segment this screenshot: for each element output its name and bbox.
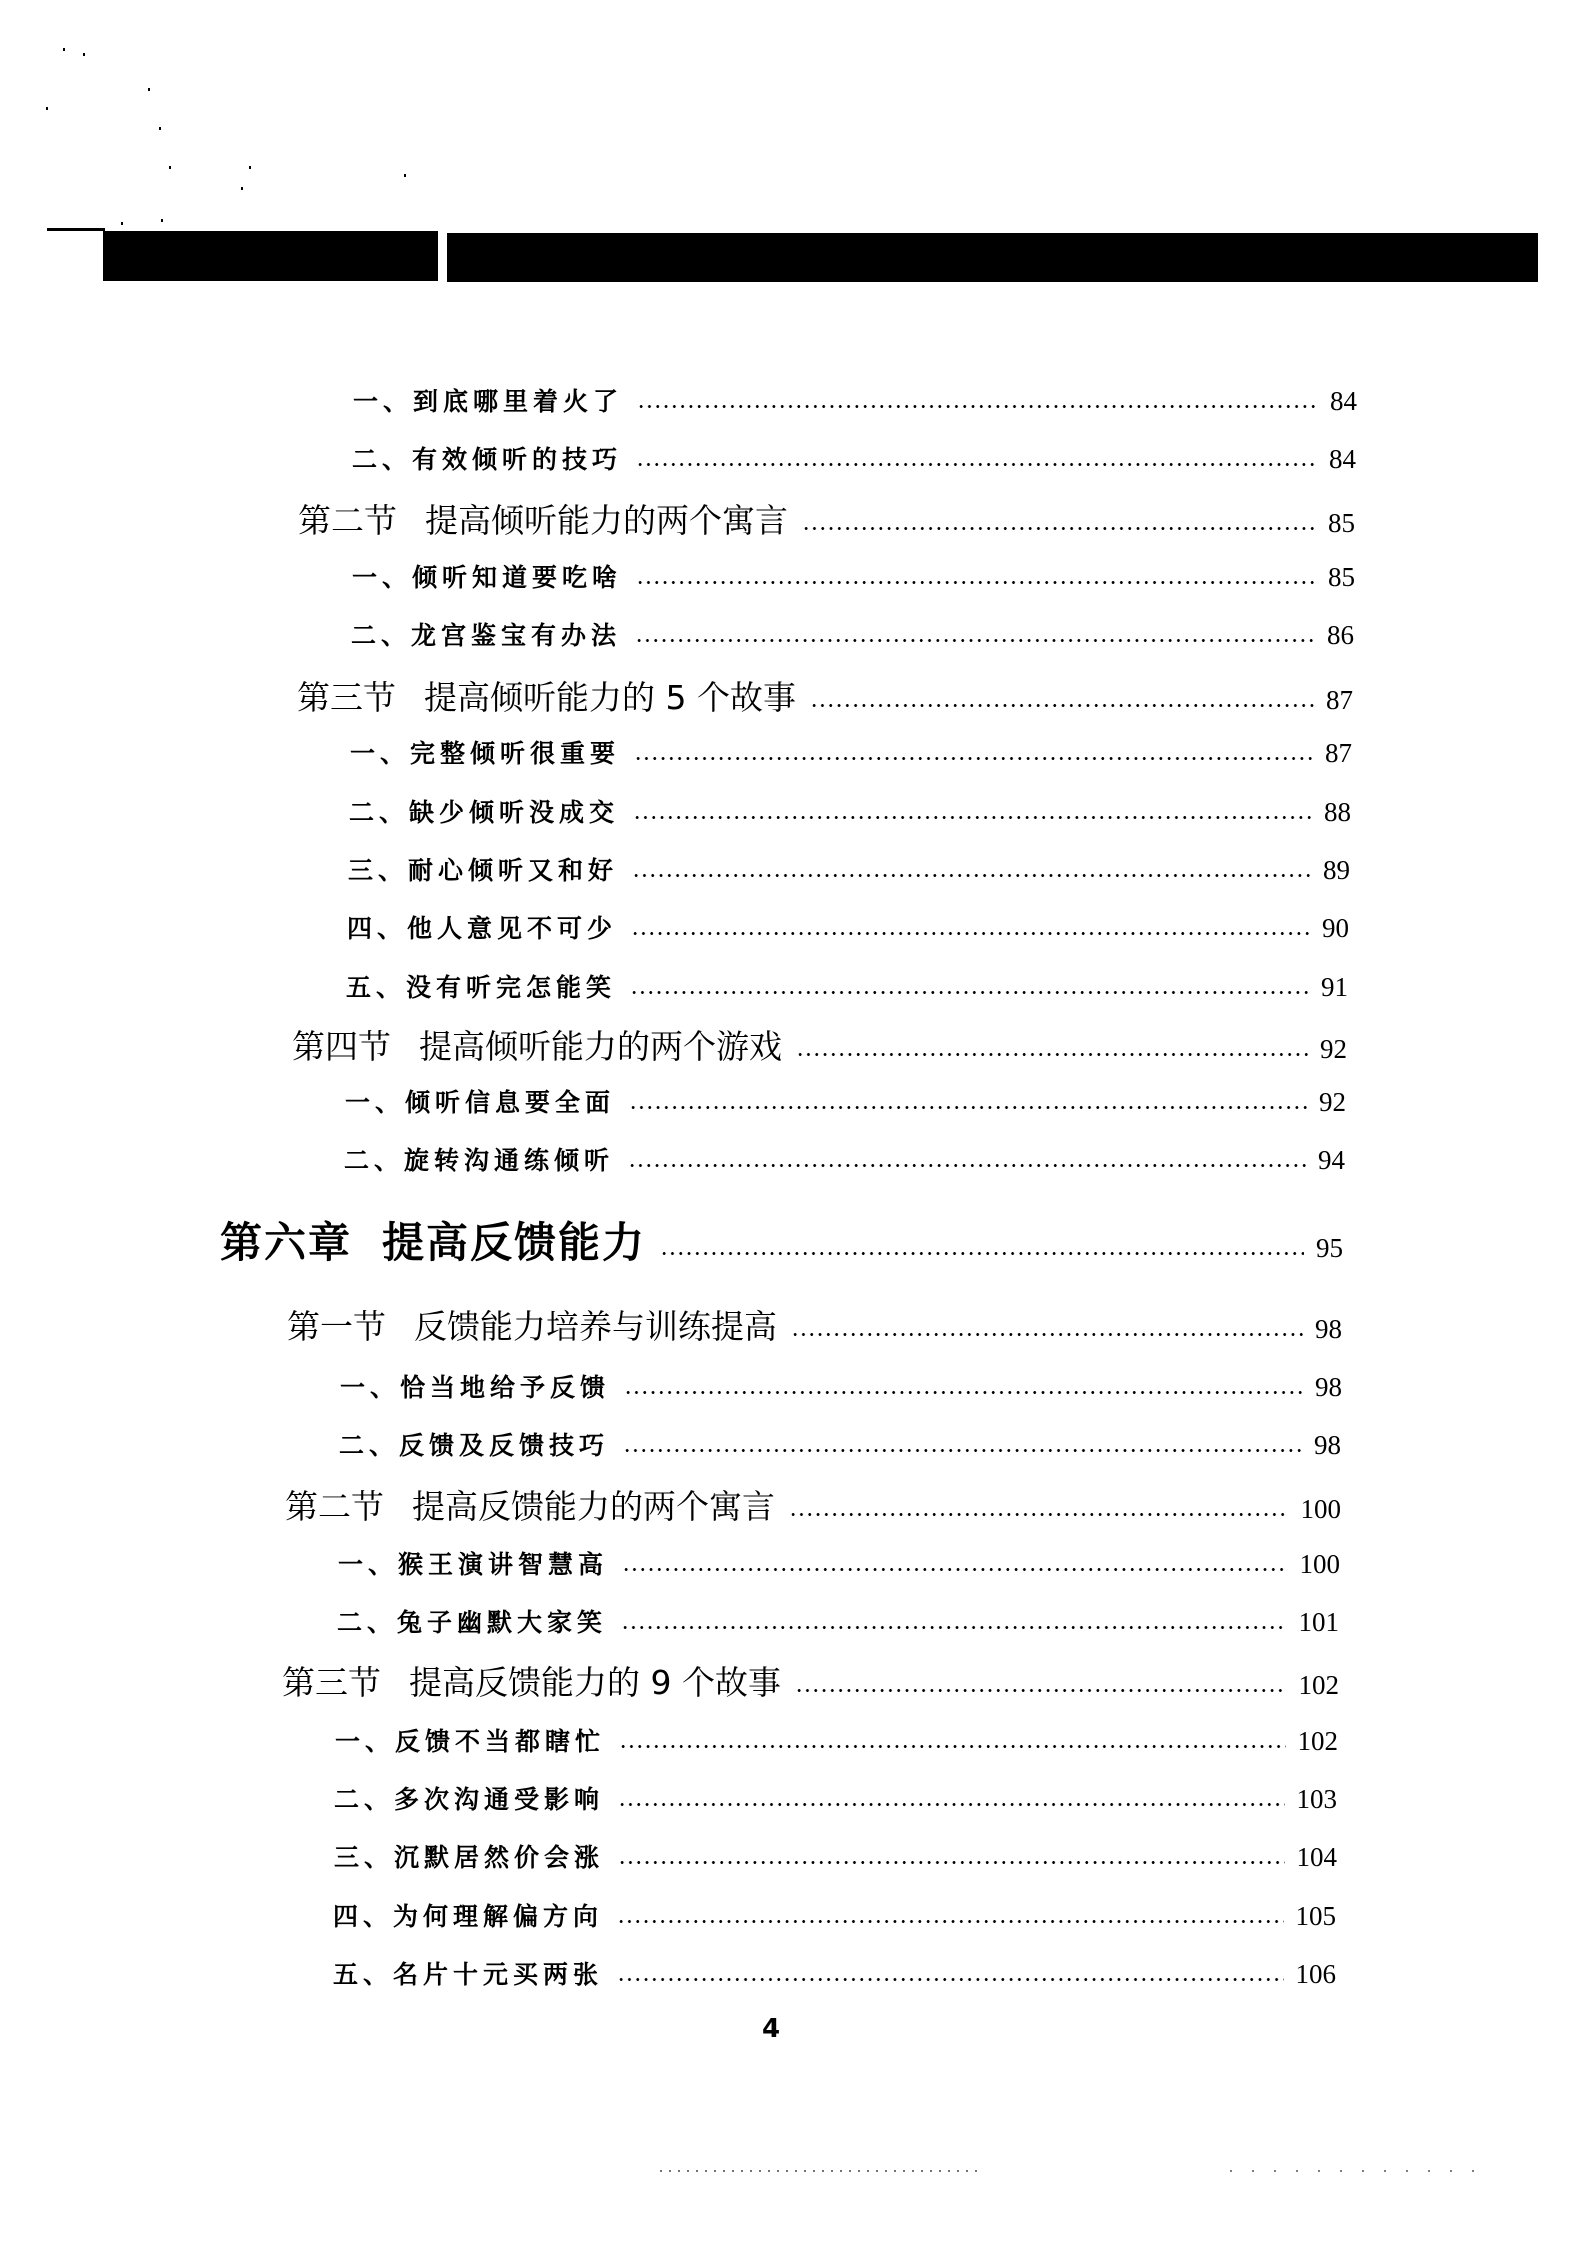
toc-item[interactable] [352,558,1355,594]
dot-leader [636,452,1317,468]
toc-page-number: 98 [1314,1430,1341,1460]
toc-section-number: 第二节 [285,1487,384,1526]
dot-leader [624,1380,1303,1396]
dot-leader [789,1502,1289,1518]
toc-item-label: 三、沉默居然价会涨 [334,1843,605,1872]
toc-item[interactable] [333,1955,1336,1991]
dot-leader [621,1615,1286,1631]
dot-leader [618,1792,1284,1808]
toc-page-number: 105 [1295,1901,1336,1931]
toc-item[interactable] [338,1545,1340,1581]
toc-item[interactable] [344,1141,1345,1177]
toc-item[interactable] [350,734,1352,770]
scan-speck [404,174,406,177]
toc-section-title [292,1021,782,1068]
scan-speck [83,53,85,56]
toc-chapter-number: 第六章 [220,1218,353,1267]
dot-leader [660,1241,1304,1257]
toc-item[interactable] [353,382,1357,418]
toc-item-label: 一、猴王演讲智慧高 [338,1550,609,1579]
toc-item[interactable] [339,1426,1341,1462]
toc-section-number: 第三节 [297,678,396,717]
dot-leader [810,693,1314,709]
toc-page-number: 100 [1299,1549,1340,1579]
toc-item-label: 一、倾听知道要吃啥 [352,563,623,592]
scan-speck [159,127,161,130]
scan-speck [46,107,48,110]
dot-leader [635,628,1315,644]
toc-page-number: 98 [1315,1372,1342,1402]
toc-section-label: 提高反馈能力的两个寓言 [412,1487,775,1526]
toc-chapter-label: 提高反馈能力 [382,1218,647,1267]
toc-section[interactable] [292,1021,1347,1068]
toc-page-number: 102 [1297,1726,1338,1756]
toc-section-title [287,1301,777,1348]
toc-item-label: 一、到底哪里着火了 [353,387,624,416]
dot-leader [618,1850,1284,1866]
scan-speck [249,166,251,169]
toc-item-label: 四、他人意见不可少 [347,914,618,943]
toc-page-number: 84 [1329,444,1356,474]
dot-leader [622,1557,1287,1573]
toc-section-label: 提高反馈能力的 9 个故事 [409,1663,781,1702]
toc-item-label: 一、完整倾听很重要 [350,739,621,768]
scan-artifact-line [1230,2170,1490,2172]
toc-section[interactable] [282,1657,1339,1704]
toc-item[interactable] [337,1603,1339,1639]
toc-page-number: 90 [1322,913,1349,943]
scan-artifact-line [660,2170,980,2172]
toc-item-label: 三、耐心倾听又和好 [348,856,619,885]
toc-item-label: 二、反馈及反馈技巧 [339,1431,610,1460]
toc-item-label: 一、反馈不当都瞎忙 [335,1727,606,1756]
toc-item[interactable] [349,793,1351,829]
toc-section-label: 提高倾听能力的两个寓言 [425,501,788,540]
dot-leader [791,1322,1303,1338]
toc-chapter-title [220,1210,646,1270]
toc-section-number: 第二节 [298,501,397,540]
toc-section-title [285,1481,775,1528]
toc-chapter[interactable] [220,1210,1343,1270]
toc-item-label: 一、恰当地给予反馈 [340,1373,611,1402]
dot-leader [796,1042,1308,1058]
toc-item[interactable] [340,1368,1342,1404]
dot-leader [637,394,1318,410]
toc-section-title [297,672,796,719]
toc-item[interactable] [335,1722,1338,1758]
toc-item-label: 五、没有听完怎能笑 [346,973,617,1002]
toc-page-number: 94 [1318,1145,1345,1175]
toc-item-label: 二、有效倾听的技巧 [352,445,623,474]
toc-page-number: 91 [1321,972,1348,1002]
dot-leader [623,1438,1302,1454]
toc-section[interactable] [285,1481,1341,1528]
toc-item-label: 五、名片十元买两张 [333,1960,604,1989]
toc-section-label: 反馈能力培养与训练提高 [414,1307,777,1346]
toc-page-number: 100 [1300,1494,1341,1524]
toc-item-label: 四、为何理解偏方向 [333,1902,604,1931]
toc-page-number: 102 [1298,1670,1339,1700]
dot-leader [617,1909,1283,1925]
toc-page-number: 103 [1296,1784,1337,1814]
toc-item[interactable] [352,440,1356,476]
toc-section[interactable] [297,672,1353,719]
toc-page-number: 86 [1327,620,1354,650]
scan-speck [241,187,243,190]
toc-page-number: 104 [1296,1842,1337,1872]
toc-section[interactable] [298,495,1355,542]
toc-item[interactable] [345,1083,1346,1119]
toc-item[interactable] [334,1780,1337,1816]
toc-item[interactable] [351,616,1354,652]
toc-page-number: 101 [1298,1607,1339,1637]
page-header-line [47,228,105,231]
toc-page-number: 98 [1315,1314,1342,1344]
toc-section-number: 第一节 [287,1307,386,1346]
toc-page-number: 87 [1325,738,1352,768]
toc-item-label: 二、龙宫鉴宝有办法 [351,621,622,650]
page-header-bar-right [447,233,1538,282]
toc-page-number: 84 [1330,386,1357,416]
toc-item-label: 二、缺少倾听没成交 [349,798,620,827]
toc-page-number: 87 [1326,685,1353,715]
scan-speck [121,222,123,225]
dot-leader [617,1967,1283,1983]
toc-section[interactable] [287,1301,1342,1348]
toc-item-label: 二、旋转沟通练倾听 [344,1146,615,1175]
toc-item[interactable] [334,1838,1337,1874]
page-header-bar-left [103,231,438,281]
toc-item[interactable] [348,851,1350,887]
scan-speck [169,166,171,169]
toc-item-label: 一、倾听信息要全面 [345,1088,616,1117]
dot-leader [802,516,1316,532]
toc-page-number: 85 [1328,508,1355,538]
toc-page-number: 89 [1323,855,1350,885]
dot-leader [636,570,1316,586]
toc-section-title [282,1657,781,1704]
dot-leader [619,1734,1285,1750]
dot-leader [795,1678,1287,1694]
dot-leader [628,1153,1306,1169]
toc-section-label: 提高倾听能力的 5 个故事 [424,678,796,717]
dot-leader [630,980,1309,996]
scan-speck [161,219,163,222]
toc-item-label: 二、多次沟通受影响 [334,1785,605,1814]
toc-section-title [298,495,788,542]
page-number: 4 [762,2014,781,2044]
toc-section-label: 提高倾听能力的两个游戏 [419,1027,782,1066]
toc-page-number: 92 [1319,1087,1346,1117]
dot-leader [629,1095,1307,1111]
toc-item[interactable] [346,968,1348,1004]
toc-item-label: 二、兔子幽默大家笑 [337,1608,608,1637]
toc-item[interactable] [333,1897,1336,1933]
toc-page-number: 88 [1324,797,1351,827]
toc-section-number: 第四节 [292,1027,391,1066]
toc-page-number: 95 [1316,1233,1343,1263]
scan-speck [63,48,65,51]
dot-leader [631,921,1310,937]
dot-leader [633,805,1312,821]
toc-page-number: 92 [1320,1034,1347,1064]
toc-page-number: 85 [1328,562,1355,592]
toc-section-number: 第三节 [282,1663,381,1702]
scan-speck [148,88,150,91]
toc-page-number: 106 [1295,1959,1336,1989]
dot-leader [632,863,1311,879]
dot-leader [634,746,1313,762]
toc-item[interactable] [347,909,1349,945]
